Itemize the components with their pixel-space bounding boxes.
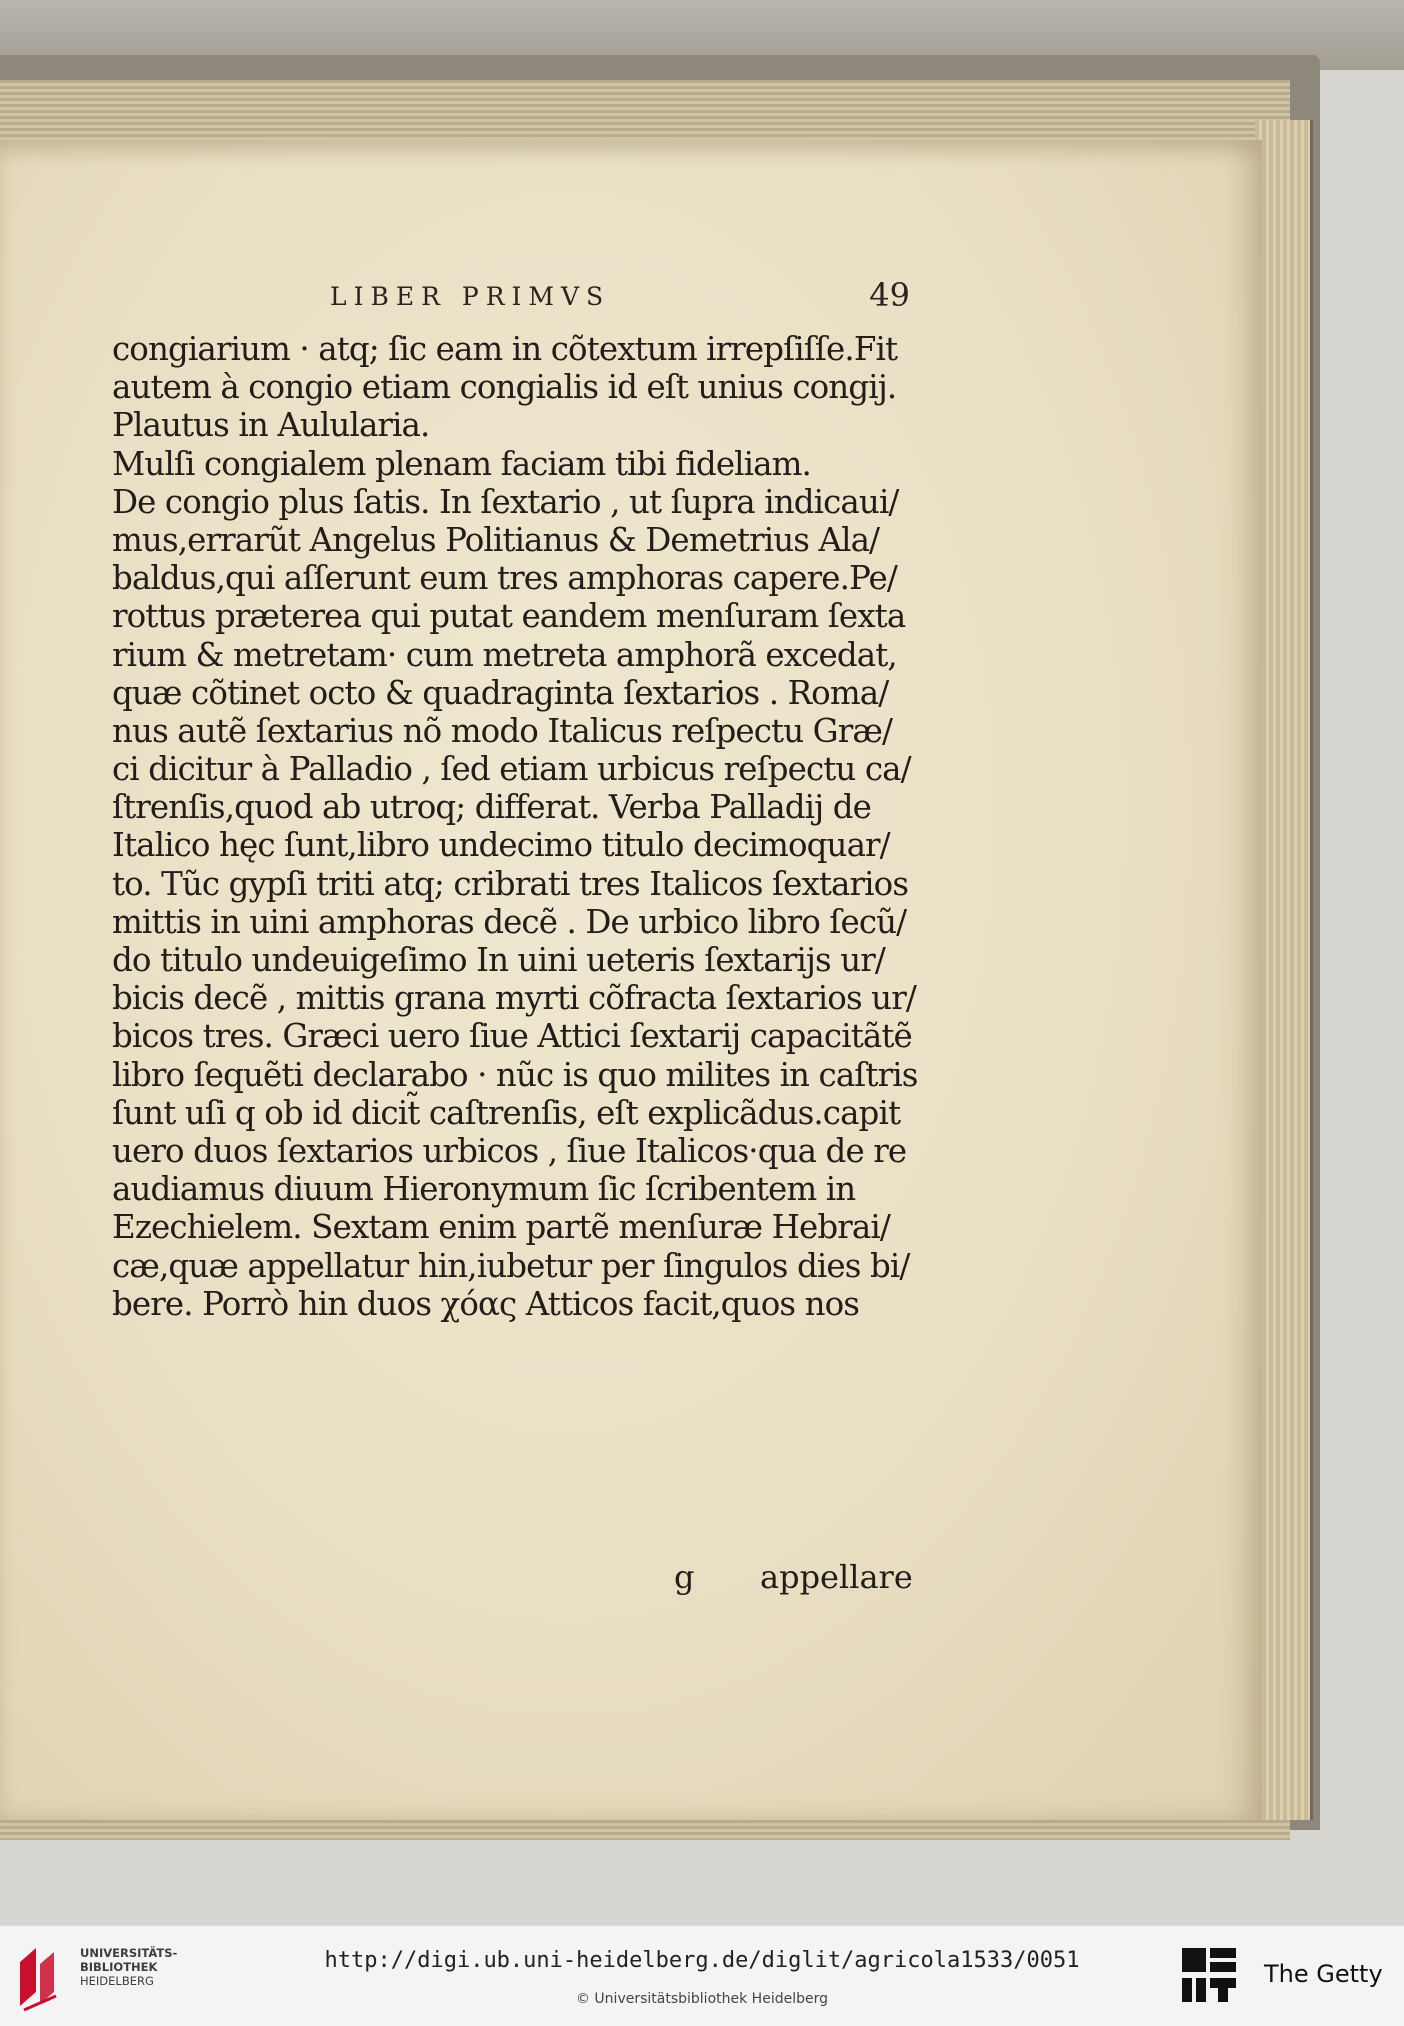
text-line: quæ cõtinet octo & quadraginta ſextarios . Roma/ bbox=[112, 673, 889, 712]
text-line: autem à congio etiam congialis id eſt unius congij. bbox=[112, 368, 897, 407]
text-line: bicos tres. Græci uero ſiue Attici ſextarij capacitãtẽ bbox=[112, 1017, 912, 1056]
permalink-url[interactable]: http://digi.ub.uni-heidelberg.de/diglit/agricola1533/0051 bbox=[324, 1948, 1080, 1973]
text-line: libro ſequẽti declarabo · nũc is quo milites in caſtris bbox=[112, 1055, 918, 1094]
folio-number: 49 bbox=[869, 276, 910, 314]
text-line: ſunt uſi q ob id dicit̃ caſtrenſis, eſt explicãdus.capit bbox=[112, 1093, 901, 1132]
library-name-line: UNIVERSITÄTS- bbox=[80, 1946, 178, 1960]
text-line: mittis in uini amphoras decẽ . De urbico libro ſecũ/ bbox=[112, 902, 907, 941]
text-line: bere. Porrò hin duos χόας Atticos facit,quos nos bbox=[112, 1284, 860, 1323]
getty-logo-icon[interactable] bbox=[1180, 1946, 1240, 2006]
signature-mark: g bbox=[674, 1558, 695, 1596]
text-line: uero duos ſextarios urbicos , ſiue Italicos·qua de re bbox=[112, 1131, 907, 1170]
text-line: rium & metretam· cum metreta amphorã excedat, bbox=[112, 635, 897, 674]
text-line: cæ,quæ appellatur hin,iubetur per ſingulos dies bi/ bbox=[112, 1246, 910, 1285]
running-title: LIBER PRIMVS bbox=[330, 282, 611, 311]
text-line: ſtrenſis,quod ab utroq; differat. Verba Palladij de bbox=[112, 788, 871, 827]
text-line: Plautus in Aulularia. bbox=[112, 406, 430, 445]
catchword: appellare bbox=[760, 1558, 913, 1596]
page-header bbox=[330, 276, 910, 322]
text-line: nus autẽ ſextarius nõ modo Italicus reſpectu Græ/ bbox=[112, 711, 893, 750]
text-line: mus,errarũt Angelus Politianus & Demetrius Ala/ bbox=[112, 520, 880, 559]
text-line: rottus præterea qui putat eandem menſuram ſexta bbox=[112, 597, 906, 636]
text-block bbox=[112, 330, 918, 1323]
text-line: Mulſi congialem plenam faciam tibi fideliam. bbox=[112, 444, 811, 483]
text-line: do titulo undeuigeſimo In uini ueteris ſextarijs ur/ bbox=[112, 941, 885, 979]
footer-bar bbox=[0, 1925, 1404, 2026]
partner-name: The Getty bbox=[1264, 1960, 1383, 1988]
text-line: to. Tũc gypſi triti atq; cribrati tres Italicos ſextarios bbox=[112, 864, 909, 903]
library-name-line: BIBLIOTHEK bbox=[80, 1960, 158, 1974]
catchline bbox=[112, 1558, 912, 1598]
text-line: De congio plus ſatis. In ſextario , ut ſupra indicaui/ bbox=[112, 482, 899, 521]
text-line: ci dicitur à Palladio , ſed etiam urbicus reſpectu ca/ bbox=[112, 750, 911, 789]
text-line: Ezechielem. Sextam enim partẽ menſuræ Hebrai/ bbox=[112, 1208, 890, 1247]
text-line: Italico hęc ſunt,libro undecimo titulo decimoquar/ bbox=[112, 826, 890, 865]
text-line: baldus,qui aſſerunt eum tres amphoras capere.Pe/ bbox=[112, 559, 897, 598]
text-line: audiamus diuum Hieronymum ſic ſcribentem in bbox=[112, 1170, 856, 1209]
text-line: congiarium · atq; ſic eam in cõtextum irrepſiſſe.Fit bbox=[112, 330, 898, 368]
library-name-line: HEIDELBERG bbox=[80, 1974, 154, 1988]
text-line: bicis decẽ , mittis grana myrti cõfracta ſextarios ur/ bbox=[112, 979, 916, 1018]
page-stack bbox=[1255, 120, 1313, 1820]
copyright-notice: © Universitätsbibliothek Heidelberg bbox=[575, 1991, 828, 2007]
